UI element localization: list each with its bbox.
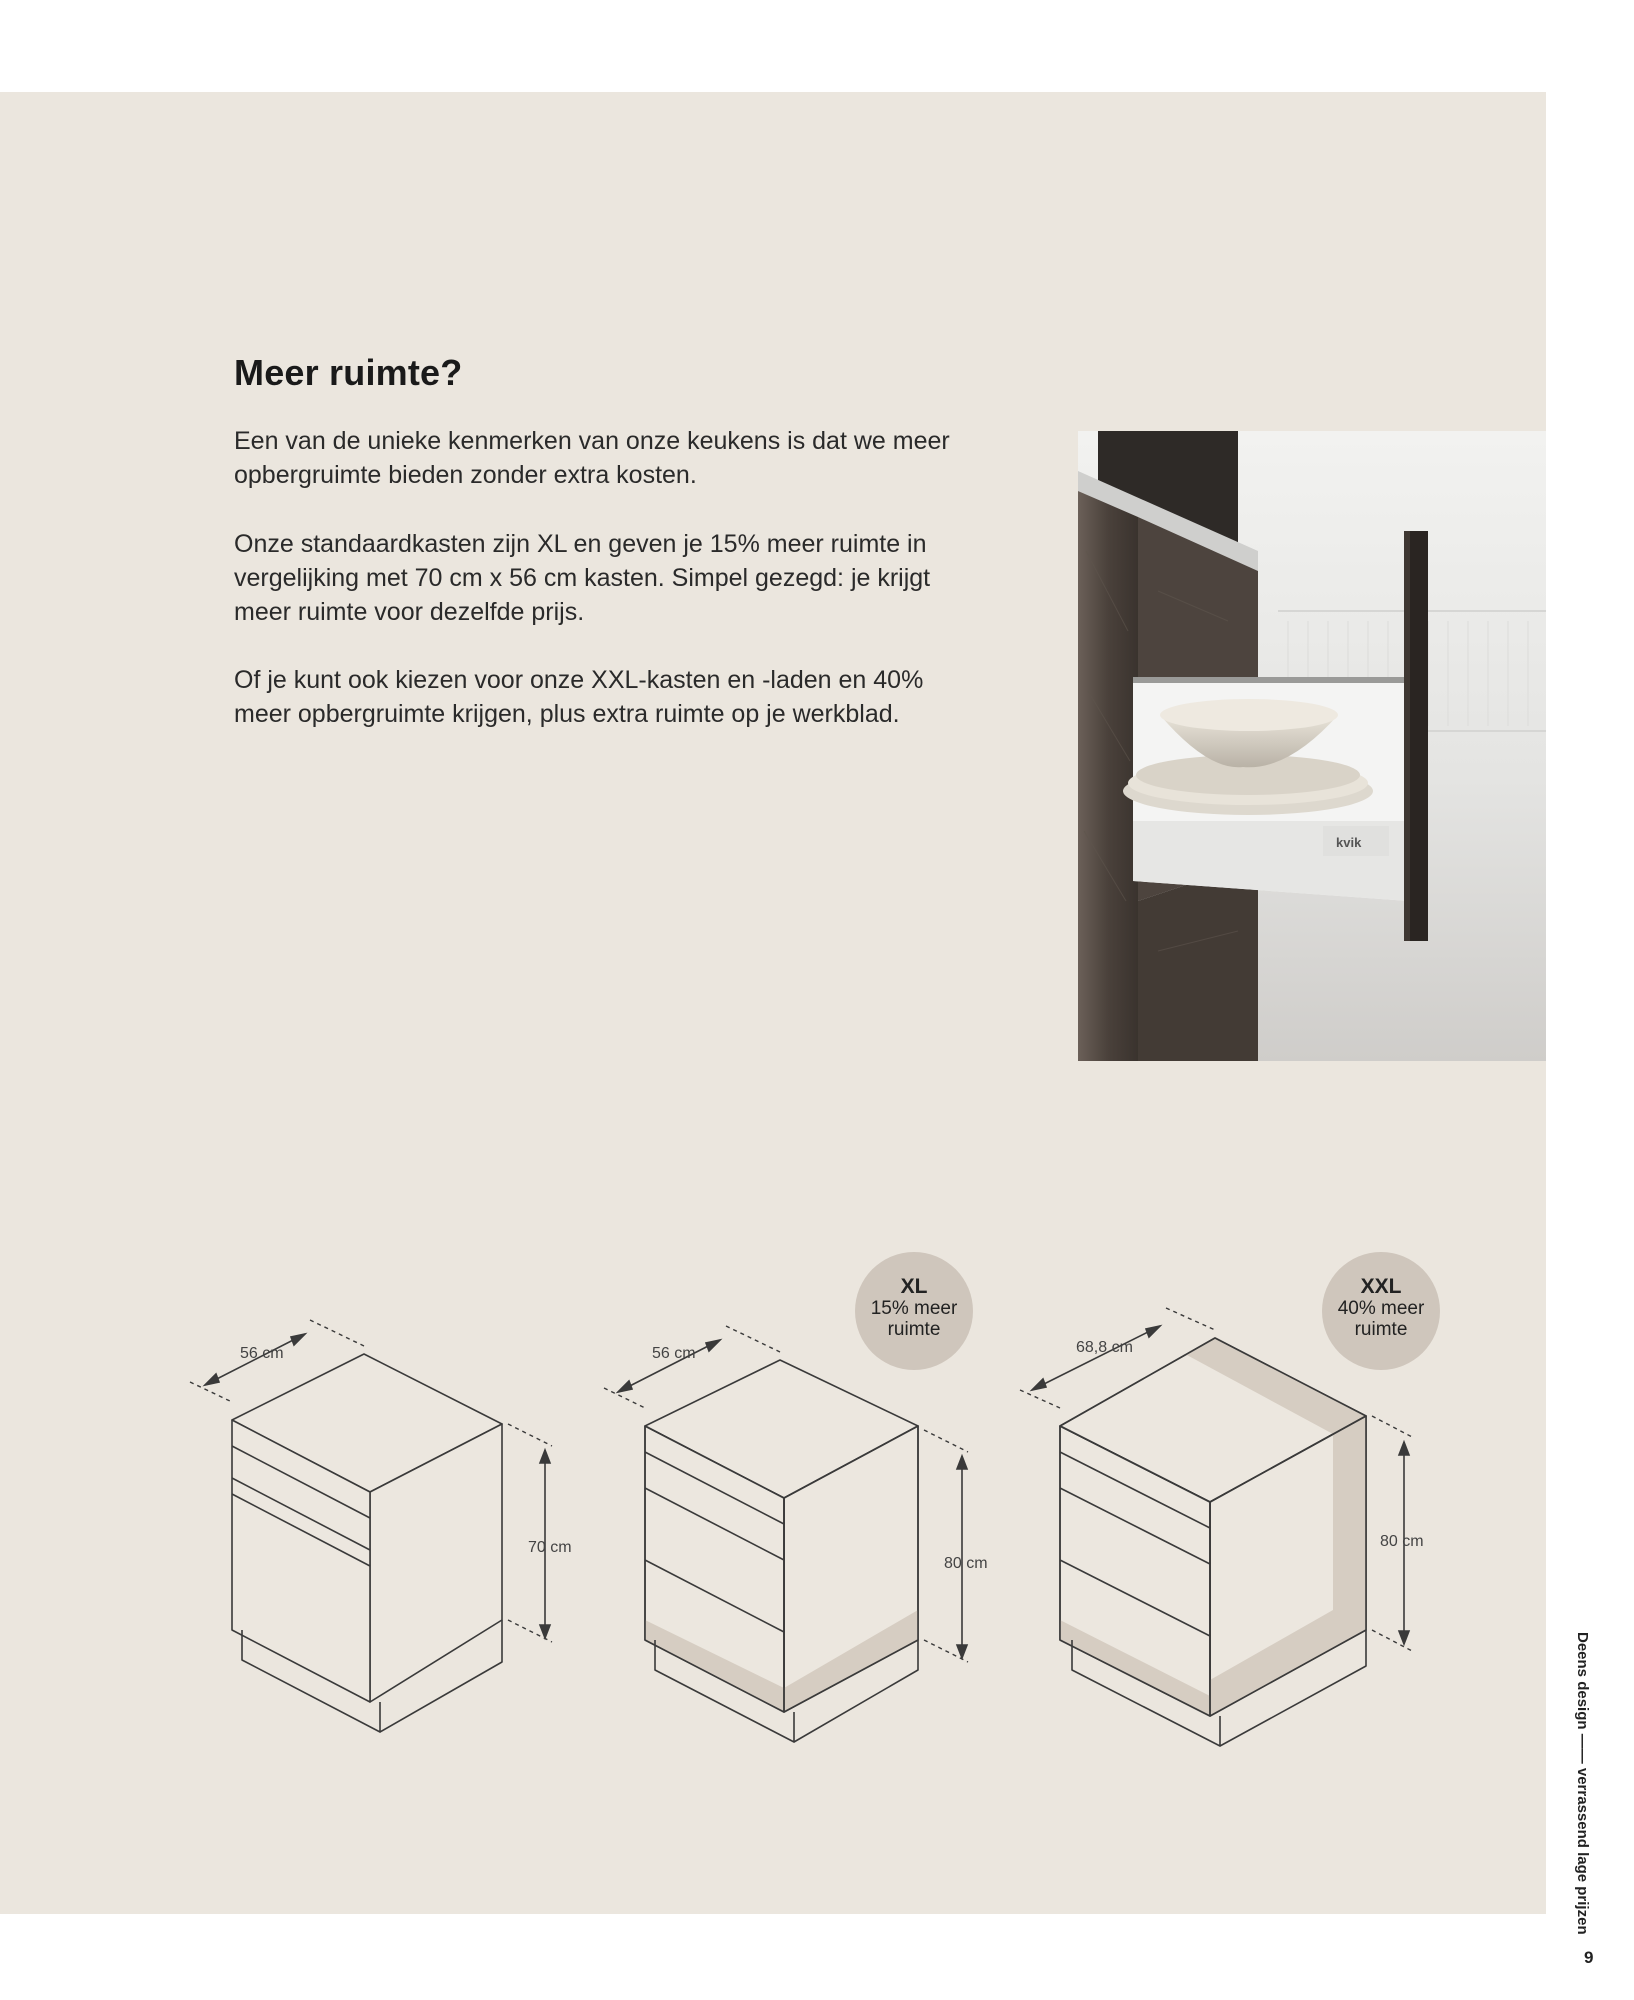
page-number: 9 — [1584, 1948, 1594, 1967]
cabinet-xl — [645, 1360, 918, 1742]
xxl-badge-line1: 40% meer — [1337, 1298, 1425, 1319]
cabinet1-depth-label: 56 cm — [240, 1345, 284, 1362]
intro-paragraph: Een van de unieke kenmerken van onze keukens is dat we meer opbergruimte bieden zonder extra kosten. — [234, 427, 950, 489]
xxl-badge-title: XXL — [1360, 1275, 1402, 1298]
page-title: Meer ruimte? — [234, 352, 463, 393]
xl-badge-title: XL — [900, 1275, 928, 1298]
drawer-photo — [1078, 431, 1546, 1061]
cabinet3-height-label: 80 cm — [1380, 1533, 1424, 1550]
xxl-badge — [1322, 1252, 1440, 1370]
xxl-badge-line2: ruimte — [1354, 1319, 1408, 1340]
xl-paragraph: Onze standaardkasten zijn XL en geven je 15% meer ruimte in vergelijking met 70 cm x 56 cm kasten. Simpel gezegd: je krijgt meer ruimte voor dezelfde prijs. — [234, 530, 931, 626]
xl-badge-line2: ruimte — [887, 1319, 941, 1340]
cabinet-standard — [232, 1354, 502, 1732]
cabinet2-height-label: 80 cm — [944, 1555, 988, 1572]
cabinet3-depth-label: 68,8 cm — [1076, 1339, 1133, 1356]
xl-badge-line1: 15% meer — [870, 1298, 958, 1319]
cabinet1-height-label: 70 cm — [528, 1539, 572, 1556]
cabinet2-depth-label: 56 cm — [652, 1345, 696, 1362]
xl-badge — [855, 1252, 973, 1370]
footer-caption: Deens design —— verrassend lage prijzen — [1574, 1632, 1591, 1935]
xxl-paragraph: Of je kunt ook kiezen voor onze XXL-kasten en -laden en 40% meer opbergruimte krijgen, plus extra ruimte op je werkblad. — [234, 666, 924, 728]
cabinet-xxl — [1060, 1338, 1366, 1746]
drawer-brand-label: kvik — [1336, 835, 1362, 850]
